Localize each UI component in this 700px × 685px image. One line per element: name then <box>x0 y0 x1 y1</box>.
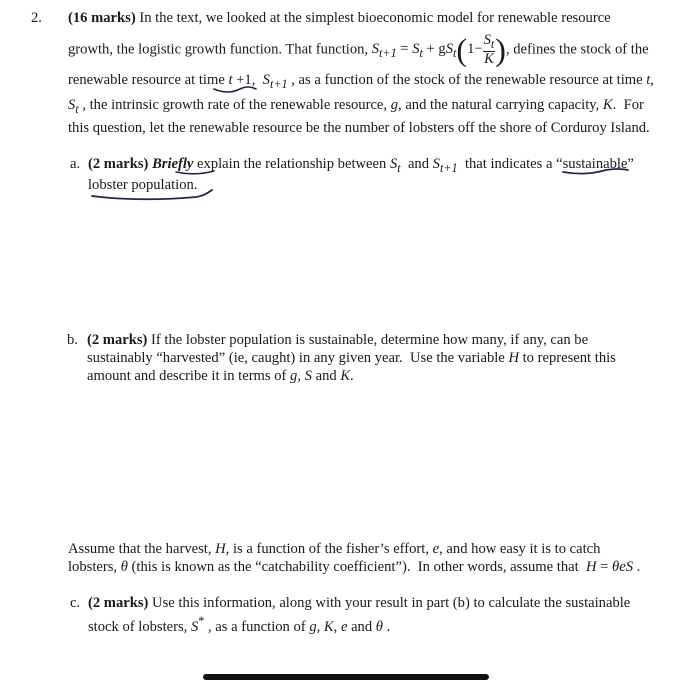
part-a-line-1: (2 marks) Briefly explain the relationship between $S_t$ and $S_{t+1}$ that indicates a “sustainable” <box>88 156 634 175</box>
part-c-line-2: stock of lobsters, S* , as a function of g, K, e and θ . <box>88 614 391 635</box>
harvest-formula: H = θeS <box>585 559 633 575</box>
logistic-growth-equation: $S_{t+1} = S_t + gS_t(1-$ $\frac{S_t}{K}$ ) <box>371 32 506 68</box>
question-intro-line-4: $S_t$ , the intrinsic growth rate of the renewable resource, g, and the natural carrying capacity, K. For <box>68 97 644 116</box>
question-number: 2. <box>31 10 42 26</box>
part-b-label: b. <box>67 332 78 348</box>
part-b-line-3: amount and describe it in terms of g, S and K. <box>87 368 354 384</box>
assumption-line-1: Assume that the harvest, H, is a function of the fisher’s effort, e, and how easy it is to catch <box>68 541 601 557</box>
part-b-line-1: (2 marks) If the lobster population is sustainable, determine how many, if any, can be <box>87 332 589 348</box>
part-c-label: c. <box>70 595 81 611</box>
question-intro-line-5: this question, let the renewable resource be the number of lobsters off the shore of Corduroy Island. <box>68 120 650 136</box>
question-intro-line-2: growth, the logistic growth function. That function, $S_{t+1} = S_t + gS_t(1-$ $\frac{S_t}{K}$ ), defines the stock of the <box>68 32 649 68</box>
question-marks: (16 marks) <box>68 10 136 26</box>
home-indicator <box>203 674 489 680</box>
part-c-line-1: (2 marks) Use this information, along with your result in part (b) to calculate the sustainable <box>88 595 631 611</box>
part-a-label: a. <box>70 156 81 172</box>
part-b-line-2: sustainably “harvested” (ie, caught) in any given year. Use the variable H to represent this <box>87 350 616 366</box>
question-intro-line-1: (16 marks) In the text, we looked at the simplest bioeconomic model for renewable resource <box>68 10 611 26</box>
part-a-line-2: lobster population. <box>88 177 198 193</box>
question-intro-line-3: renewable resource at time t +1, $S_{t+1}$ , as a function of the stock of the renewable resource at time t, <box>68 72 654 91</box>
assumption-line-2: lobsters, θ (this is known as the “catchability coefficient”). In other words, assume that H = θeS . <box>68 559 641 575</box>
